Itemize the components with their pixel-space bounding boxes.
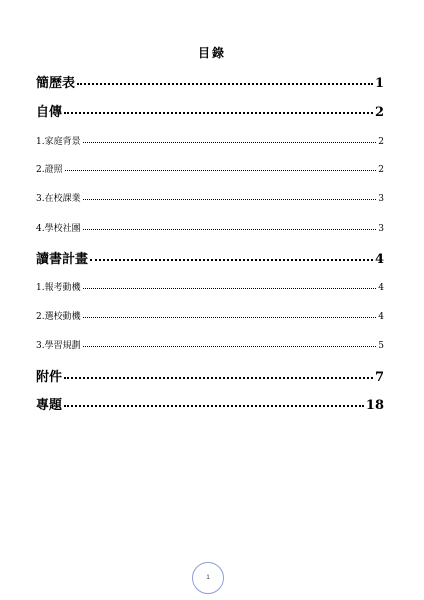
toc-title: 目錄 (197, 46, 226, 60)
toc-dot-leader (83, 229, 377, 230)
toc-dot-leader (64, 377, 373, 379)
toc-entry[interactable] (36, 134, 384, 147)
toc-entry-page: 18 (365, 398, 384, 413)
toc-entry-page: 7 (374, 370, 384, 385)
toc-dot-leader (64, 112, 373, 114)
toc-dot-leader (83, 317, 377, 318)
toc-dot-leader (83, 199, 377, 200)
page-number: 1 (206, 575, 210, 581)
toc-entry[interactable] (36, 309, 384, 322)
toc-entry-label: 1.家庭背景 (36, 137, 81, 147)
toc-dot-leader (83, 346, 377, 347)
toc-entry-page: 2 (374, 105, 384, 120)
toc-entry-page: 2 (378, 165, 384, 175)
toc-entry-page: 3 (378, 224, 384, 234)
toc-entry-label: 2.證照 (36, 165, 63, 175)
toc-entry[interactable] (36, 338, 384, 351)
toc-dot-leader (83, 142, 377, 143)
toc-entry-page: 4 (378, 283, 384, 293)
toc-entry-label: 讀書計畫 (36, 252, 89, 267)
toc-entry-page: 3 (378, 194, 384, 204)
toc-entry-label: 專題 (36, 398, 63, 413)
page-number-badge (192, 562, 224, 594)
toc-entry[interactable] (36, 280, 384, 293)
toc-entry[interactable] (36, 72, 384, 91)
toc-entry-label: 簡歷表 (36, 76, 76, 91)
toc-entry[interactable] (36, 394, 384, 413)
toc-entry[interactable] (36, 101, 384, 120)
toc-entry-label: 2.選校動機 (36, 312, 81, 322)
toc-entry-label: 附件 (36, 370, 63, 385)
toc-entry-page: 4 (374, 252, 384, 267)
toc-entry[interactable] (36, 221, 384, 234)
toc-dot-leader (64, 405, 364, 407)
toc-dot-leader (77, 83, 373, 85)
toc-entry[interactable] (36, 366, 384, 385)
toc-dot-leader (65, 170, 377, 171)
toc-entry-label: 1.報考動機 (36, 283, 81, 293)
toc-entry[interactable] (36, 162, 384, 175)
toc-dot-leader (90, 259, 373, 261)
toc-entry-page: 1 (374, 76, 384, 91)
toc-entry-label: 3.在校課業 (36, 194, 81, 204)
toc-entry[interactable] (36, 248, 384, 267)
toc-dot-leader (83, 288, 377, 289)
toc-entry-label: 自傳 (36, 105, 63, 120)
toc-entry-page: 2 (378, 137, 384, 147)
toc-entry-page: 5 (378, 341, 384, 351)
toc-entry[interactable] (36, 191, 384, 204)
toc-entry-label: 3.學習規劃 (36, 341, 81, 351)
toc-entry-page: 4 (378, 312, 384, 322)
toc-entry-label: 4.學校社團 (36, 224, 81, 234)
